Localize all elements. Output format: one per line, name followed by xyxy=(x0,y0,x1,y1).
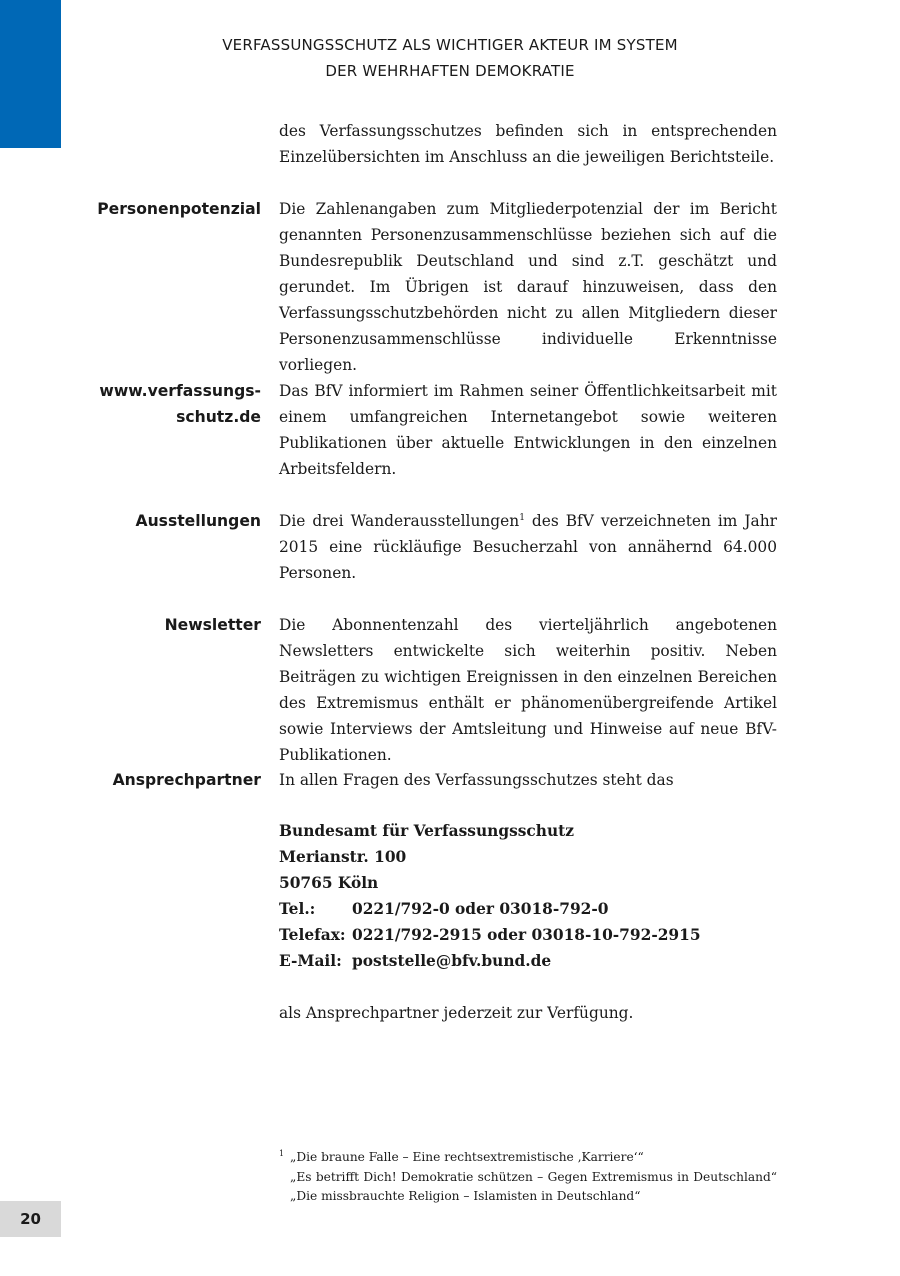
contact-fax xyxy=(279,922,701,948)
ausstellungen-text-end: des BfV verzeichneten im Jahr 2015 eine rückläufige Besucherzahl von annähernd 64.000 Personen. xyxy=(279,512,777,582)
marginal-label-newsletter: Newsletter xyxy=(164,616,261,634)
marginal-label-website-line-1: www.verfassungs- xyxy=(99,382,261,400)
chapter-color-tab xyxy=(0,0,61,148)
paragraph-ansprechpartner-outro: als Ansprechpartner jederzeit zur Verfügung. xyxy=(279,1004,634,1022)
marginal-label-ansprechpartner: Ansprechpartner xyxy=(112,771,261,789)
footnote-line: „Die missbrauchte Religion – Islamisten in Deutschland“ xyxy=(290,1189,641,1203)
contact-telephone-value: 0221/792-0 oder 03018-792-0 xyxy=(352,900,609,918)
footnote-line: „Es betrifft Dich! Demokratie schützen – Gegen Extremismus in Deutschland“ xyxy=(290,1169,777,1184)
marginal-label-personenpotenzial: Personenpotenzial xyxy=(97,200,261,218)
contact-email-value: poststelle@bfv.bund.de xyxy=(352,952,552,970)
page-number: 20 xyxy=(0,1201,61,1237)
ausstellungen-text-start: Die drei Wanderausstellungen xyxy=(279,512,520,530)
paragraph-ansprechpartner-intro: In allen Fragen des Verfassungsschutzes steht das xyxy=(279,771,674,789)
footnote-line: „Die braune Falle – Eine rechtsextremistische ‚Karriere‘“ xyxy=(290,1150,644,1164)
running-header-line-2: DER WEHRHAFTEN DEMOKRATIE xyxy=(325,62,575,80)
contact-email-label: E-Mail: xyxy=(279,952,342,970)
marginal-label-website xyxy=(61,378,261,430)
contact-city: 50765 Köln xyxy=(279,874,379,892)
contact-telephone-label: Tel.: xyxy=(279,900,316,918)
contact-block xyxy=(279,818,701,974)
marginal-label-website-line-2: schutz.de xyxy=(176,408,261,426)
paragraph-website: Das BfV informiert im Rahmen seiner Öffentlichkeitsarbeit mit einem umfangreichen Internetangebot sowie weiteren Publikationen über aktuelle Entwicklungen in den einzelnen Arbeitsfeldern. xyxy=(279,382,777,478)
contact-email xyxy=(279,948,701,974)
running-header xyxy=(150,32,750,84)
contact-street: Merianstr. 100 xyxy=(279,848,407,866)
contact-fax-value: 0221/792-2915 oder 03018-10-792-2915 xyxy=(352,926,701,944)
contact-fax-label: Telefax: xyxy=(279,926,346,944)
contact-organisation: Bundesamt für Verfassungsschutz xyxy=(279,822,575,840)
footnote-block xyxy=(279,1148,777,1207)
paragraph-newsletter: Die Abonnentenzahl des vierteljährlich angebotenen Newsletters entwickelte sich weiterhin positiv. Neben Beiträgen zu wichtigen Ereignissen in den einzelnen Bereichen des Extremismus enthält er phänomenübergreifende Artikel sowie Interviews der Amtsleitung und Hinweise auf neue BfV-Publikationen. xyxy=(279,616,777,764)
paragraph-ausstellungen xyxy=(279,508,777,586)
paragraph-personenpotenzial: Die Zahlenangaben zum Mitgliederpotenzial der im Bericht genannten Personenzusammenschlüsse beziehen sich auf die Bundesrepublik Deutschland und sind z.T. geschätzt und gerundet. Im Übrigen ist darauf hinzuweisen, dass den Verfassungsschutzbehörden nicht zu allen Mitgliedern dieser Personenzusammenschlüsse individuelle Erkenntnisse vorliegen. xyxy=(279,200,777,374)
footnote-mark: 1 xyxy=(279,1149,285,1158)
footnote-reference: 1 xyxy=(519,512,525,523)
running-header-line-1: VERFASSUNGSSCHUTZ ALS WICHTIGER AKTEUR IM SYSTEM xyxy=(222,36,678,54)
intro-paragraph: des Verfassungsschutzes befinden sich in entsprechenden Einzelübersichten im Anschluss an die jeweiligen Berichtsteile. xyxy=(279,122,777,166)
marginal-label-ausstellungen: Ausstellungen xyxy=(135,512,261,530)
contact-telephone xyxy=(279,896,701,922)
